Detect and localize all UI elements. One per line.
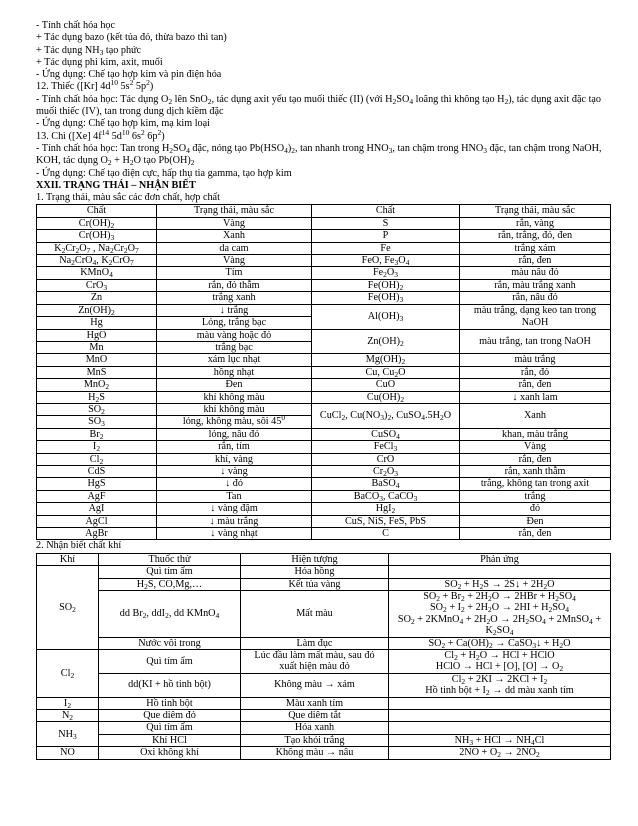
table-row <box>37 403 611 415</box>
table-row <box>37 205 611 217</box>
phenomenon-cell: Que diêm tắt <box>241 710 389 722</box>
substance-cell: CuCl$_2$, $Cu(NO_3)_2$, $CuSO_4.5H_2O$ <box>312 403 460 428</box>
reagent-cell: Hồ tinh bột <box>99 697 241 709</box>
substance-cell: $SO_2$ <box>37 403 157 415</box>
phenomenon-cell: Hóa xanh <box>241 722 389 734</box>
phenomenon-cell: Lúc đầu làm mất màu, sau đó xuất hiện màu đỏ <box>241 649 389 673</box>
column-header: Khí <box>37 553 99 565</box>
state-color-cell: khí, vàng <box>157 453 312 465</box>
reaction-cell <box>389 697 611 709</box>
subsection-title: 2. Nhận biết chất khí <box>36 540 122 552</box>
reaction-cell <box>389 722 611 734</box>
table-row <box>37 503 611 515</box>
tin-usage: - Ứng dụng: Chế tạo hợp kim, mạ kim loại <box>36 118 211 130</box>
state-color-cell: rắn, đen <box>460 528 611 540</box>
substance-cell: $Fe_2O_3$ <box>312 267 460 279</box>
substance-cell: MnS <box>37 366 157 378</box>
reagent-cell: dd(KI + hồ tinh bột) <box>99 673 241 697</box>
state-color-cell: ↓ vàng đậm <box>157 503 312 515</box>
substance-cell: CuSO$_4$ <box>312 428 460 440</box>
table-row <box>37 490 611 502</box>
column-header: Phản ứng <box>389 553 611 565</box>
state-color-cell: màu trắng, dạng keo tan trong NaOH <box>460 304 611 329</box>
phenomenon-cell: Kết tủa vàng <box>241 578 389 590</box>
column-header: Trạng thái, màu sắc <box>157 205 312 217</box>
intro-line: - Tính chất hóa học <box>36 20 116 31</box>
substance-cell: CrO$_3$ <box>37 279 157 291</box>
state-color-cell: trắng xanh <box>157 292 312 304</box>
phenomenon-cell: Không màu → nâu <box>241 747 389 759</box>
substance-cell: HgO <box>37 329 157 341</box>
phenomenon-cell: Hóa hồng <box>241 566 389 578</box>
column-header: Thuốc thử <box>99 553 241 565</box>
state-color-cell: ↓ vàng nhạt <box>157 528 312 540</box>
state-color-cell: rắn, đen <box>460 379 611 391</box>
table-row <box>37 566 611 578</box>
substance-cell: $Zn(OH)_2$ <box>312 329 460 354</box>
state-color-cell: khí không màu <box>157 403 312 415</box>
reaction-cell: $SO_2 + Ca(OH)_2$ → CaSO$_3$↓ + $H_2O$ <box>389 637 611 649</box>
table-row <box>37 242 611 254</box>
reaction-cell: $NH_3$ + HCl → $NH_4Cl$ <box>389 734 611 746</box>
substance-cell: C <box>312 528 460 540</box>
substance-cell: CrO <box>312 453 460 465</box>
reagent-cell: Nước vôi trong <box>99 637 241 649</box>
state-color-cell: ↓ xanh lam <box>460 391 611 403</box>
table-row <box>37 578 611 590</box>
table-row <box>37 441 611 453</box>
state-color-cell: rắn, vàng <box>460 217 611 229</box>
substance-cell: $Al(OH)_3$ <box>312 304 460 329</box>
substance-cell: BaCO$_3$, CaCO$_3$ <box>312 490 460 502</box>
reaction-cell: $Cl_2 + H_2O$ → HCl + HClO HClO → HCl + [O], $[O] \to O_2$ <box>389 649 611 673</box>
phenomenon-cell: Màu xanh tím <box>241 697 389 709</box>
substance-cell: $Mg(OH)_2$ <box>312 354 460 366</box>
substance-cell: $K_2Cr_2O_7$ , $Na_2Cr_2O_7$ <box>37 242 157 254</box>
substance-cell: HgI$_2$ <box>312 503 460 515</box>
state-color-cell: trắng xám <box>460 242 611 254</box>
reagent-cell: Quì tím ẩm <box>99 722 241 734</box>
substance-cell: $Cl_2$ <box>37 453 157 465</box>
table-row <box>37 722 611 734</box>
reagent-cell: Oxi không khí <box>99 747 241 759</box>
reagent-cell: dd $Br_2$, ddI$_2$, dd KMnO$_4$ <box>99 590 241 637</box>
substance-cell: $Na_2CrO_4$, $K_2CrO_7$ <box>37 255 157 267</box>
state-color-cell: xám lục nhạt <box>157 354 312 366</box>
table-row <box>37 391 611 403</box>
table-row <box>37 553 611 565</box>
state-color-cell: Đen <box>460 515 611 527</box>
state-color-cell: màu vàng hoặc đỏ <box>157 329 312 341</box>
colors-table <box>36 204 611 540</box>
document-page <box>36 20 610 760</box>
reagent-cell: $H_2S$, CO,Mg,… <box>99 578 241 590</box>
column-header: Trạng thái, màu sắc <box>460 205 611 217</box>
lead-heading: 13. Chì ([Xe] $4f^{14}$ $5d^{10}$ $6s^2$ $6p^2$) <box>36 127 165 142</box>
substance-cell: MnO <box>37 354 157 366</box>
state-color-cell: màu trắng <box>460 354 611 366</box>
substance-cell: Mn <box>37 341 157 353</box>
reaction-cell: $Cl_2 + 2KI \to 2KCl + I_2$ Hồ tinh bột + $I_2$ → dd màu xanh tím <box>389 673 611 697</box>
state-color-cell: hồng nhạt <box>157 366 312 378</box>
table-row <box>37 428 611 440</box>
table-row <box>37 528 611 540</box>
table-row <box>37 354 611 366</box>
gas-cell: NO <box>37 747 99 759</box>
table-row <box>37 478 611 490</box>
substance-cell: FeCl$_3$ <box>312 441 460 453</box>
intro-line: + Tác dụng $NH_3$ tạo phức <box>36 44 142 57</box>
column-header: Hiện tượng <box>241 553 389 565</box>
state-color-cell: rắn, đỏ <box>460 366 611 378</box>
state-color-cell: đỏ <box>460 503 611 515</box>
reaction-cell <box>389 566 611 578</box>
reaction-cell <box>389 710 611 722</box>
table-row <box>37 697 611 709</box>
table-row <box>37 230 611 242</box>
table-row <box>37 734 611 746</box>
state-color-cell: da cam <box>157 242 312 254</box>
table-row <box>37 590 611 637</box>
table-row <box>37 515 611 527</box>
state-color-cell: Vàng <box>460 441 611 453</box>
lead-properties: - Tính chất hóa học: Tan trong $H_2SO_4$ đặc, nóng tạo $Pb(HSO_4)_2$, tan nhanh trong $HNO_3$, tan chậm trong $HNO_3$ đặc, tan chậm trong NaOH, KOH, tác dụng $O_2 + H_2O$ tạo $Pb(OH)_2$ <box>36 142 602 168</box>
substance-cell: Hg <box>37 317 157 329</box>
state-color-cell: Tan <box>157 490 312 502</box>
state-color-cell: rắn, màu trắng xanh <box>460 279 611 291</box>
section-title: XXII. TRẠNG THÁI – NHẬN BIẾT <box>36 179 196 191</box>
column-header: Chất <box>312 205 460 217</box>
state-color-cell: ↓ trắng <box>157 304 312 316</box>
substance-cell: S <box>312 217 460 229</box>
substance-cell: AgI <box>37 503 157 515</box>
substance-cell: CdS <box>37 465 157 477</box>
substance-cell: AgF <box>37 490 157 502</box>
reaction-cell: $SO_2 + Br_2 + 2H_2O \to 2HBr + H_2SO_4$ $SO_2 + I_2 + 2H_2O \to 2HI + H_2SO_4$ $SO_2$ + 2KMnO$_4$ + $2H_2O \to 2H_2SO_4$ + 2MnSO$_4$ + $K_2SO_4$ <box>389 590 611 637</box>
phenomenon-cell: Tạo khói trắng <box>241 734 389 746</box>
substance-cell: $Zn(OH)_2$ <box>37 304 157 316</box>
state-color-cell: rắn, đen <box>460 255 611 267</box>
table-row <box>37 304 611 316</box>
state-color-cell: lỏng, nâu đỏ <box>157 428 312 440</box>
state-color-cell: rắn, đỏ thẫm <box>157 279 312 291</box>
state-color-cell: màu nâu đỏ <box>460 267 611 279</box>
substance-cell: KMnO$_4$ <box>37 267 157 279</box>
table-row <box>37 267 611 279</box>
state-color-cell: Tím <box>157 267 312 279</box>
table-row <box>37 329 611 341</box>
state-color-cell: ↓ đỏ <box>157 478 312 490</box>
substance-cell: $Cr(OH)_3$ <box>37 230 157 242</box>
phenomenon-cell: Không màu → xám <box>241 673 389 697</box>
intro-list <box>36 20 610 94</box>
intro-line: + Tác dụng bazo (kết tủa đỏ, thừa bazo thì tan) <box>36 32 227 44</box>
state-color-cell: rắn, xanh thẫm <box>460 465 611 477</box>
reagent-cell: Khí HCl <box>99 734 241 746</box>
reagent-cell: Que diêm đỏ <box>99 710 241 722</box>
gas-table-body <box>37 553 611 759</box>
substance-cell: $H_2S$ <box>37 391 157 403</box>
substance-cell: $Fe(OH)_2$ <box>312 279 460 291</box>
reaction-cell: $2NO + O_2 \to 2NO_2$ <box>389 747 611 759</box>
table-row <box>37 292 611 304</box>
reagent-cell: Quì tím ẩm <box>99 649 241 673</box>
substance-cell: $Fe(OH)_3$ <box>312 292 460 304</box>
table-row <box>37 747 611 759</box>
substance-cell: HgS <box>37 478 157 490</box>
gas-cell: $Cl_2$ <box>37 649 99 697</box>
substance-cell: AgCl <box>37 515 157 527</box>
subsection-title: 1. Trạng thái, màu sắc các đơn chất, hợp chất <box>36 192 220 204</box>
state-color-cell: ↓ vàng <box>157 465 312 477</box>
table-row <box>37 649 611 673</box>
substance-cell: $I_2$ <box>37 441 157 453</box>
table-row <box>37 366 611 378</box>
state-color-cell: màu trắng, tan trong NaOH <box>460 329 611 354</box>
gas-cell: $N_2$ <box>37 710 99 722</box>
state-color-cell: Xanh <box>157 230 312 242</box>
state-color-cell: khí không màu <box>157 391 312 403</box>
reaction-cell: $SO_2 + H_2S$ → 2S↓ + $2H_2O$ <box>389 578 611 590</box>
state-color-cell: rắn, tím <box>157 441 312 453</box>
state-color-cell: trắng bạc <box>157 341 312 353</box>
substance-cell: CuO <box>312 379 460 391</box>
substance-cell: CuS, NiS, FeS, PbS <box>312 515 460 527</box>
table-row <box>37 453 611 465</box>
state-color-cell: rắn, trắng, đỏ, đen <box>460 230 611 242</box>
state-color-cell: Xanh <box>460 403 611 428</box>
state-color-cell: ↓ màu trắng <box>157 515 312 527</box>
table-row <box>37 710 611 722</box>
table-row <box>37 217 611 229</box>
gas-cell: $I_2$ <box>37 697 99 709</box>
state-color-cell: rắn, nâu đỏ <box>460 292 611 304</box>
substance-cell: FeO, $Fe_3O_4$ <box>312 255 460 267</box>
gas-cell: $SO_2$ <box>37 566 99 650</box>
state-color-cell: trắng, không tan trong axit <box>460 478 611 490</box>
intro-line: + Tác dụng phi kim, axit, muối <box>36 56 163 68</box>
substance-cell: Fe <box>312 242 460 254</box>
tin-heading: 12. Thiếc ([Kr] $4d^{10}$ $5s^2$ $5p^2$) <box>36 78 154 93</box>
column-header: Chất <box>37 205 157 217</box>
colors-table-body <box>37 205 611 540</box>
gas-cell: $NH_3$ <box>37 722 99 747</box>
substance-cell: $Cu(OH)_2$ <box>312 391 460 403</box>
state-color-cell: rắn, đen <box>460 453 611 465</box>
table-row <box>37 379 611 391</box>
substance-cell: Zn <box>37 292 157 304</box>
table-row <box>37 673 611 697</box>
state-color-cell: khan, màu trắng <box>460 428 611 440</box>
substance-cell: $Cr_2O_3$ <box>312 465 460 477</box>
phenomenon-cell: Làm đục <box>241 637 389 649</box>
tin-properties: - Tính chất hóa học: Tác dụng $O_2$ lên SnO$_2$, tác dụng axit yếu tạo muối thiếc (II) (với $H_2SO_4$ loãng thì không tạo $H_2$), tác dụng axit đặc tạo muối thiếc (IV), tan trong dung dịch kiềm đặc <box>36 93 602 118</box>
gas-identification-table <box>36 553 611 760</box>
substance-cell: P <box>312 230 460 242</box>
state-color-cell: Vàng <box>157 217 312 229</box>
table-row <box>37 279 611 291</box>
reagent-cell: Quì tím ẩm <box>99 566 241 578</box>
lead-usage: - Ứng dụng: Chế tạo điện cực, hấp thụ tia gamma, tạo hợp kim <box>36 167 292 179</box>
table-row <box>37 465 611 477</box>
substance-cell: BaSO$_4$ <box>312 478 460 490</box>
substance-cell: $Br_2$ <box>37 428 157 440</box>
substance-cell: $Cr(OH)_2$ <box>37 217 157 229</box>
substance-cell: MnO$_2$ <box>37 379 157 391</box>
substance-cell: $SO_3$ <box>37 416 157 428</box>
substance-cell: Cu, $Cu_2O$ <box>312 366 460 378</box>
table-row <box>37 255 611 267</box>
state-color-cell: lỏng, không màu, sôi $45^0$ <box>157 416 312 428</box>
state-color-cell: trắng <box>460 490 611 502</box>
intro-line: - Ứng dụng: Chế tạo hợp kim và pin điện hóa <box>36 69 222 81</box>
state-color-cell: Lỏng, trắng bạc <box>157 317 312 329</box>
substance-cell: AgBr <box>37 528 157 540</box>
state-color-cell: Vàng <box>157 255 312 267</box>
state-color-cell: Đen <box>157 379 312 391</box>
phenomenon-cell: Mất màu <box>241 590 389 637</box>
table-row <box>37 637 611 649</box>
